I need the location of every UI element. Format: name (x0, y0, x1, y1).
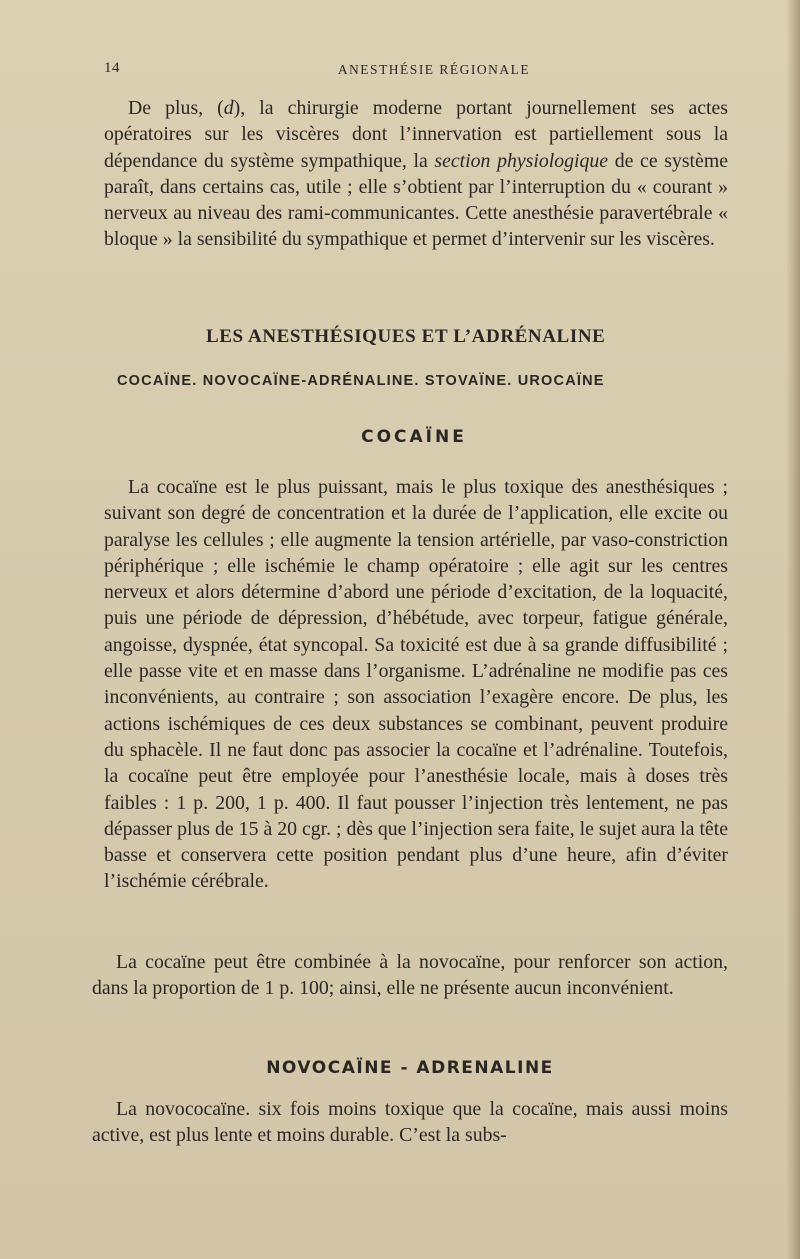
novocaine-heading: NOVOCAÏNE - ADRENALINE (266, 1058, 554, 1078)
list-marker: d (223, 97, 234, 119)
main-section-heading: LES ANESTHÉSIQUES ET L’ADRÉNALINE (206, 326, 606, 347)
paragraph-cocaine-combination: La cocaïne peut être combinée à la novocaïne, pour renforcer son action, dans la proportion de 1 p. 100; ainsi, elle ne présente aucun inconvénient. (92, 951, 728, 1000)
sub-section-heading: COCAÏNE. NOVOCAÏNE-ADRÉNALINE. STOVAÏNE. UROCAÏNE (117, 373, 605, 389)
page-edge-shadow (786, 0, 800, 1259)
paragraph-cocaine: La cocaïne est le plus puissant, mais le plus toxique des anesthésiques ; suivant son degré de concentration et la durée de l’application, elle excite ou paralyse les cellules ; elle augmente la tension artérielle, par vaso-constriction périphérique ; elle ischémie le champ opératoire ; elle agit sur les centres nerveux et alors détermine d’abord une période d’excitation, de la loquacité, puis une période de dépression, d’hébétude, avec torpeur, fatigue générale, angoisse, dyspnée, état syncopal. Sa toxicité est due à sa grande diffusibilité ; elle passe vite et en masse dans l’organisme. L’adrénaline ne modifie pas ces inconvénients, au contraire ; son association l’exagère encore. De plus, les actions ischémiques de ces deux substances se combinant, peuvent produire du sphacèle. Il ne faut donc pas associer la cocaïne et l’adrénaline. Toutefois, la cocaïne peut être employée pour l’anesthésie locale, mais à doses très faibles : 1 p. 200, 1 p. 400. Il faut pousser l’injection très lentement, ne pas dépasser plus de 15 à 20 cgr. ; dès que l’injection sera faite, le sujet aura la tête basse et conservera cette position pendant plus d’une heure, afin d’éviter l’ischémie cérébrale. (104, 476, 728, 893)
page-number: 14 (104, 60, 120, 76)
paragraph-sympathetic-section (104, 95, 728, 253)
paragraph-end-text: de ce système paraît, dans certains cas, utile ; elle s’obtient par l’interruption du « courant » nerveux au niveau des rami-communicantes. Cette anesthésie paravertébrale « bloque » la sensibilité du sympathique et permet d’intervenir sur les viscères. (104, 149, 728, 251)
paragraph-body-text: ), la chirurgie moderne portant journellement ses actes opératoires sur les viscères dont l’innervation est partiellement sous la dépendance du système sympathique, la (104, 97, 729, 172)
paragraph-intro-text: De plus, ( (128, 97, 224, 119)
paragraph-novocaine: La novococaïne. six fois moins toxique que la cocaïne, mais aussi moins active, est plus lente et moins durable. C’est la subs- (92, 1098, 728, 1147)
italic-term: section physiologique (434, 149, 609, 172)
running-title: ANESTHÉSIE RÉGIONALE (337, 62, 531, 77)
cocaine-heading: COCAÏNE (361, 427, 467, 447)
running-head (104, 60, 724, 84)
